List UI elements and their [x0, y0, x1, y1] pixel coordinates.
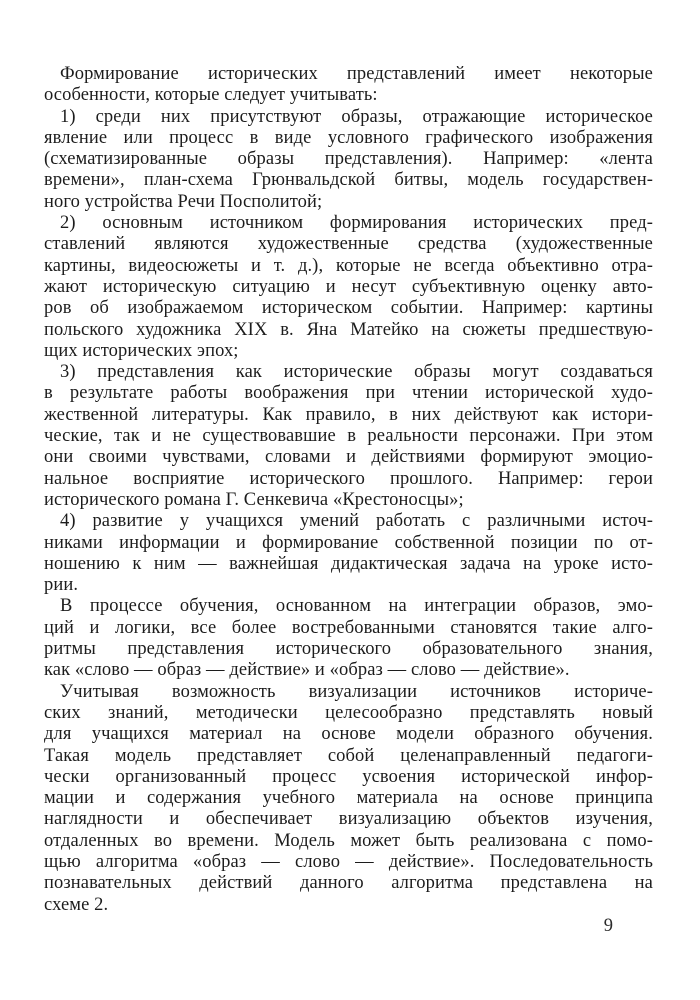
- text-line: ческие, так и не существовавшие в реальности персонажи. При этом: [44, 426, 653, 447]
- text-line: В процессе обучения, основанном на интеграции образов, эмо-: [60, 596, 653, 617]
- text-line: жественной литературы. Как правило, в них действуют как истори-: [44, 404, 653, 425]
- text-line: 2) основным источником формирования исторических пред-: [60, 213, 653, 234]
- text-line: никами информации и формирование собственной позиции по от-: [44, 532, 653, 553]
- text-line: как «слово — образ — действие» и «образ — слово — действие».: [44, 660, 570, 681]
- text-line: ров об изображаемом историческом событии. Например: картины: [44, 298, 653, 319]
- text-line: щью алгоритма «образ — слово — действие». Последовательность: [44, 851, 653, 872]
- text-line: Такая модель представляет собой целенаправленный педагоги-: [44, 745, 653, 766]
- text-line: (схематизированные образы представления). Например: «лента: [44, 149, 653, 170]
- text-line: щих исторических эпох;: [44, 340, 239, 361]
- text-line: ций и логики, все более востребованными становятся такие алго-: [44, 617, 653, 638]
- text-line: они своими чувствами, словами и действиями формируют эмоцио-: [44, 447, 653, 468]
- text-block: [44, 64, 653, 916]
- text-line: ного устройства Речи Посполитой;: [44, 191, 323, 212]
- text-line: особенности, которые следует учитывать:: [44, 85, 378, 106]
- text-line: 4) развитие у учащихся умений работать с различными источ-: [60, 511, 653, 532]
- text-line: ношению к ним — важнейшая дидактическая задача на уроке исто-: [44, 553, 653, 574]
- text-line: в результате работы воображения при чтении исторической худо-: [44, 383, 653, 404]
- text-line: 3) представления как исторические образы могут создаваться: [60, 362, 653, 383]
- text-line: нальное восприятие исторического прошлого. Например: герои: [44, 468, 653, 489]
- text-line: познавательных действий данного алгоритма представлена на: [44, 873, 653, 894]
- text-line: Учитывая возможность визуализации источников историче-: [60, 681, 653, 702]
- text-line: ских знаний, методически целесообразно представлять новый: [44, 702, 653, 723]
- text-line: рии.: [44, 575, 79, 596]
- text-line: жают историческую ситуацию и несут субъективную оценку авто-: [44, 276, 653, 297]
- text-line: времени», план-схема Грюнвальдской битвы, модель государствен-: [44, 170, 653, 191]
- text-line: польского художника XIX в. Яна Матейко на сюжеты предшествую-: [44, 319, 653, 340]
- text-line: Формирование исторических представлений имеет некоторые: [60, 64, 653, 84]
- text-line: чески организованный процесс усвоения исторической инфор-: [44, 766, 653, 787]
- text-line: мации и содержания учебного материала на основе принципа: [44, 788, 653, 809]
- text-line: ставлений являются художественные средства (художественные: [44, 234, 653, 255]
- text-line: явление или процесс в виде условного графического изображения: [44, 127, 653, 148]
- text-line: ритмы представления исторического образовательного знания,: [44, 639, 653, 660]
- text-line: отдаленных во времени. Модель может быть реализована с помо-: [44, 830, 653, 851]
- text-line: наглядности и обеспечивает визуализацию объектов изучения,: [44, 809, 653, 830]
- text-line: схеме 2.: [44, 894, 109, 915]
- page-number: 9: [603, 916, 613, 936]
- text-line: 1) среди них присутствуют образы, отражающие историческое: [60, 106, 653, 127]
- text-line: для учащихся материал на основе модели образного обучения.: [44, 724, 653, 745]
- text-line: картины, видеосюжеты и т. д.), которые не всегда объективно отра-: [44, 255, 653, 276]
- text-line: исторического романа Г. Сенкевича «Крестоносцы»;: [44, 489, 464, 510]
